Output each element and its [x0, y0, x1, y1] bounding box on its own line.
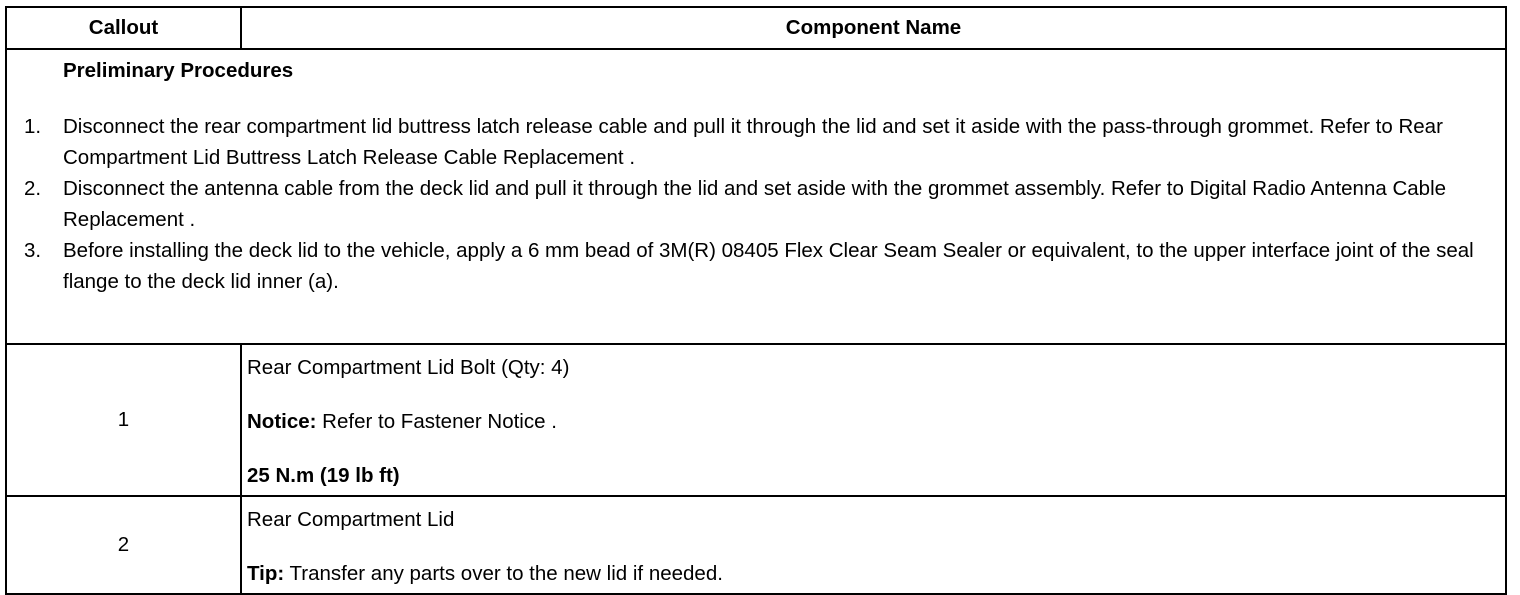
callout-cell: 2 — [6, 496, 241, 594]
callout-header: Callout — [6, 7, 241, 49]
component-name-header: Component Name — [241, 7, 1506, 49]
table-row — [6, 344, 1506, 496]
component-name: Rear Compartment Lid Bolt (Qty: 4) — [247, 356, 570, 379]
preliminary-steps-list — [24, 111, 1499, 297]
header-row — [6, 7, 1506, 49]
torque-spec: 25 N.m (19 lb ft) — [247, 464, 400, 487]
notice-line — [247, 409, 1499, 435]
tip-line — [247, 561, 1499, 587]
tip-text: Transfer any parts over to the new lid if needed. — [284, 562, 723, 585]
preliminary-row — [6, 49, 1506, 344]
list-item — [24, 235, 1499, 297]
tip-label: Tip: — [247, 562, 285, 585]
step-number: 2. — [24, 177, 42, 200]
step-text: Disconnect the rear compartment lid buttress latch release cable and pull it through the lid and set it aside with the pass-through grommet. Refer to Rear Compartment Lid Buttress Latch Release Cable Replacement . — [63, 115, 1443, 169]
step-number: 3. — [24, 239, 42, 262]
notice-label: Notice: — [247, 410, 317, 433]
step-text: Before installing the deck lid to the vehicle, apply a 6 mm bead of 3M(R) 08405 Flex Clear Seam Sealer or equivalent, to the upper interface joint of the seal flange to the deck lid inner (a). — [63, 239, 1474, 293]
component-name: Rear Compartment Lid — [247, 508, 455, 531]
component-cell — [241, 344, 1506, 496]
step-number: 1. — [24, 115, 42, 138]
preliminary-procedures-cell — [6, 49, 1506, 344]
list-item — [24, 111, 1499, 173]
notice-text: Refer to Fastener Notice . — [316, 410, 557, 433]
component-cell — [241, 496, 1506, 594]
table-row — [6, 496, 1506, 594]
callout-cell: 1 — [6, 344, 241, 496]
procedure-table — [5, 6, 1507, 595]
preliminary-title: Preliminary Procedures — [63, 59, 294, 82]
list-item — [24, 173, 1499, 235]
step-text: Disconnect the antenna cable from the deck lid and pull it through the lid and set aside with the grommet assembly. Refer to Digital Radio Antenna Cable Replacement . — [63, 177, 1447, 231]
